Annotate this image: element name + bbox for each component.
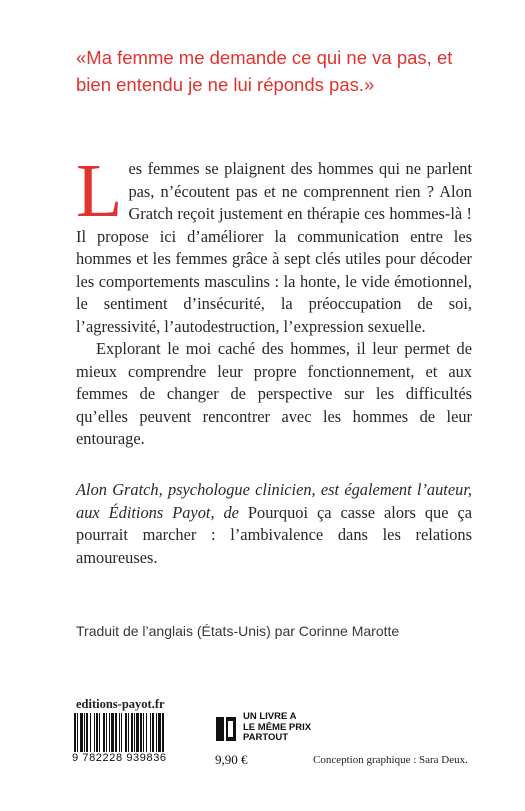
prix-line-3: PARTOUT — [243, 732, 289, 743]
isbn-number: 9 782228 939836 — [72, 752, 202, 764]
design-credit: Conception graphique : Sara Deux. — [313, 754, 468, 766]
prix-unique-logo-icon — [215, 714, 237, 744]
translator-credit: Traduit de l’anglais (États-Unis) par Corinne Marotte — [76, 623, 400, 639]
price: 9,90 € — [215, 752, 248, 767]
prix-line-1: UN LIVRE A — [243, 711, 297, 722]
back-cover-quote: «Ma femme me demande ce qui ne va pas, et bien entendu je ne lui réponds pas.» — [76, 47, 453, 95]
barcode-bars — [72, 713, 200, 753]
author-bio — [76, 479, 472, 569]
isbn-barcode — [72, 713, 200, 777]
blurb-paragraph-1 — [76, 149, 472, 338]
prix-line-2: LE MÊME PRIX — [243, 721, 312, 733]
prix-unique-label — [243, 712, 323, 744]
blurb — [76, 149, 472, 451]
author-bio-italic: Alon Gratch, psychologue clinicien, est également l’auteur, aux Éditions Payot, de — [76, 480, 472, 522]
blurb-paragraph-2: Explorant le moi caché des hommes, il leur permet de mieux comprendre leur propre fonctionnement, et aux femmes de changer de perspective sur les difficultés qu’elles peuvent rencontrer avec les hommes de leur entourage. — [76, 339, 472, 448]
blurb-paragraph-1-text: es femmes se plaignent des hommes qui ne parlent pas, n’écoutent pas et ne comprennent rien ? Alon Gratch reçoit justement en thérapie ces hommes-là ! Il propose ici d’améliorer la communication entre les hommes et les femmes grâce à sept clés utiles pour décoder les comportements masculins : la honte, le vide émotionnel, le sentiment d’insécurité, la préoccupation de soi, l’agressivité, l’autodestruction, l’expression sexuelle. — [76, 159, 472, 336]
dropcap-letter: L — [76, 149, 123, 233]
author-other-title: Pourquoi ça casse alors que ça pourrait marcher : l’ambivalence dans les relations amoureuses. — [76, 502, 472, 567]
publisher-website[interactable]: editions-payot.fr — [76, 697, 165, 711]
